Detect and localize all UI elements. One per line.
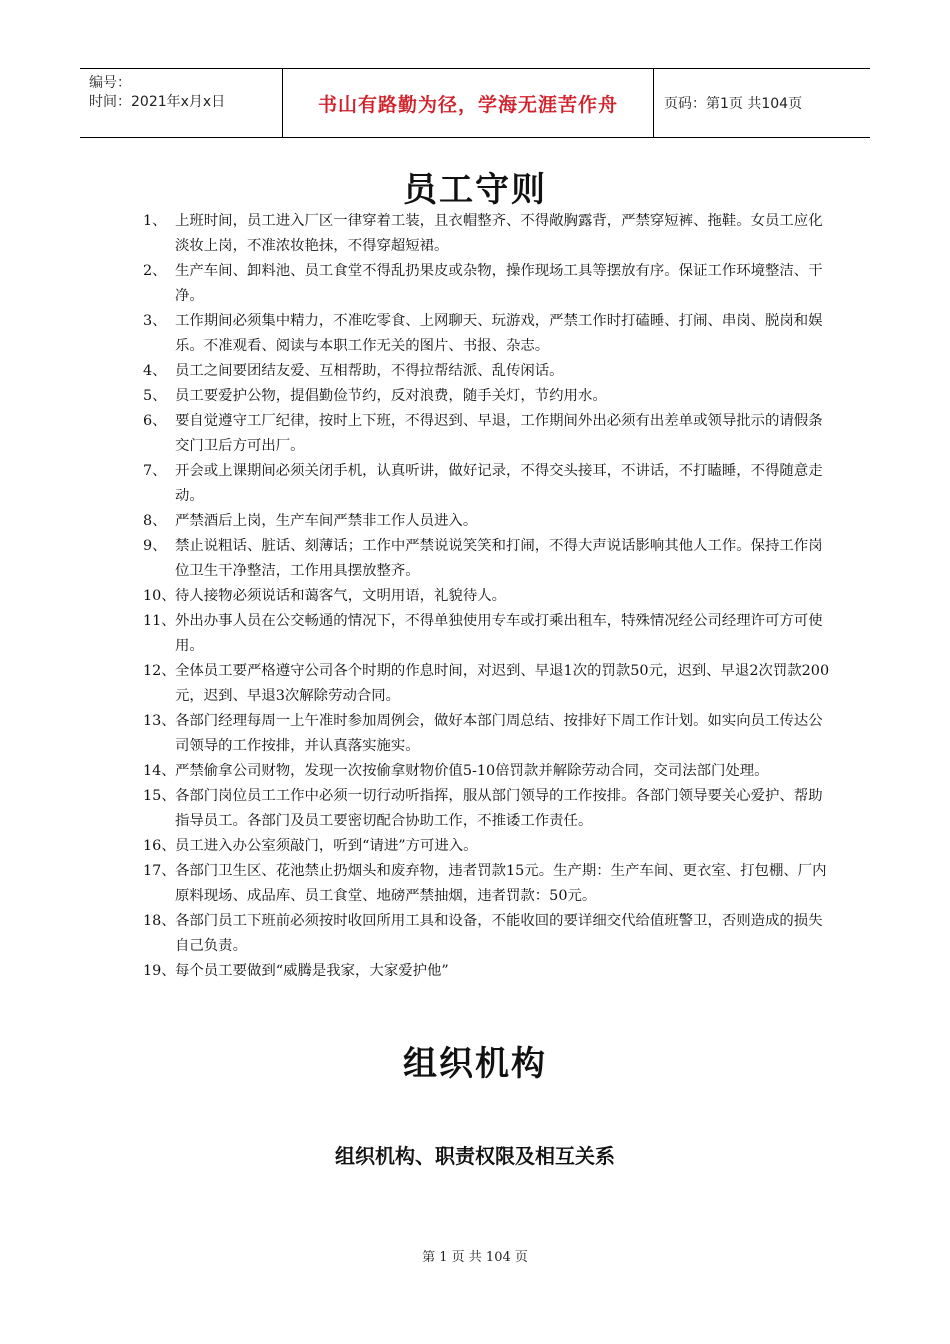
rule-number: 6、 xyxy=(143,413,167,429)
rule-item xyxy=(143,784,833,834)
document-date-label: 时间：2021年x月x日 xyxy=(89,94,226,110)
rule-text: 生产车间、卸料池、员工食堂不得乱扔果皮或杂物，操作现场工具等摆放有序。保证工作环境整洁、干净。 xyxy=(175,263,823,304)
rule-number: 13、 xyxy=(143,713,176,729)
rule-item xyxy=(143,959,833,984)
rule-number: 7、 xyxy=(143,463,167,479)
rule-number: 15、 xyxy=(143,788,176,804)
document-header xyxy=(80,68,870,138)
rule-item xyxy=(143,909,833,959)
rule-number: 9、 xyxy=(143,538,167,554)
rule-number: 2、 xyxy=(143,263,167,279)
rule-text: 员工要爱护公物，提倡勤俭节约，反对浪费，随手关灯，节约用水。 xyxy=(175,388,607,404)
header-page-number: 页码：第1页 共104页 xyxy=(664,96,803,112)
document-number-label: 编号： xyxy=(89,75,131,91)
rule-text: 外出办事人员在公交畅通的情况下，不得单独使用专车或打乘出租车，特殊情况经公司经理许可方可使用。 xyxy=(175,613,823,654)
rule-number: 18、 xyxy=(143,913,176,929)
rule-item xyxy=(143,359,833,384)
rule-text: 员工之间要团结友爱、互相帮助，不得拉帮结派、乱传闲话。 xyxy=(175,363,564,379)
rule-text: 全体员工要严格遵守公司各个时期的作息时间，对迟到、早退1次的罚款50元，迟到、早退2次罚款200元，迟到、早退3次解除劳动合同。 xyxy=(175,663,830,704)
rule-text: 各部门卫生区、花池禁止扔烟头和废弃物，违者罚款15元。生产期：生产车间、更衣室、打包棚、厂内原料现场、成品库、员工食堂、地磅严禁抽烟，违者罚款：50元。 xyxy=(175,863,827,904)
rule-item xyxy=(143,409,833,459)
rule-number: 1、 xyxy=(143,213,167,229)
rule-text: 各部门岗位员工工作中必须一切行动听指挥，服从部门领导的工作按排。各部门领导要关心爱护、帮助指导员工。各部门及员工要密切配合协助工作，不推诿工作责任。 xyxy=(175,788,823,829)
rule-number: 19、 xyxy=(143,963,176,979)
rule-text: 开会或上课期间必须关闭手机，认真听讲，做好记录，不得交头接耳，不讲话，不打瞌睡，不得随意走动。 xyxy=(175,463,823,504)
rule-number: 4、 xyxy=(143,363,167,379)
rule-item xyxy=(143,834,833,859)
rule-item xyxy=(143,259,833,309)
rule-item xyxy=(143,709,833,759)
section-subtitle: 组织机构、职责权限及相互关系 xyxy=(335,1144,615,1168)
rule-text: 上班时间，员工进入厂区一律穿着工装，且衣帽整齐、不得敞胸露背，严禁穿短裤、拖鞋。女员工应化淡妆上岗，不准浓妆艳抹，不得穿超短裙。 xyxy=(175,213,823,254)
header-meta xyxy=(80,69,282,137)
rule-number: 11、 xyxy=(143,613,176,629)
rule-text: 禁止说粗话、脏话、刻薄话；工作中严禁说说笑笑和打闹，不得大声说话影响其他人工作。保持工作岗位卫生干净整洁，工作用具摆放整齐。 xyxy=(175,538,823,579)
section-title: 组织机构 xyxy=(403,1044,547,1084)
header-motto: 书山有路勤为径，学海无涯苦作舟 xyxy=(317,93,618,116)
page-footer: 第 1 页 共 104 页 xyxy=(422,1250,528,1265)
rule-number: 8、 xyxy=(143,513,167,529)
rules-list xyxy=(143,209,833,984)
rule-number: 5、 xyxy=(143,388,167,404)
rule-number: 16、 xyxy=(143,838,176,854)
rule-text: 工作期间必须集中精力，不准吃零食、上网聊天、玩游戏，严禁工作时打磕睡、打闹、串岗、脱岗和娱乐。不准观看、阅读与本职工作无关的图片、书报、杂志。 xyxy=(175,313,823,354)
rule-text: 严禁偷拿公司财物，发现一次按偷拿财物价值5-10倍罚款并解除劳动合同，交司法部门处理。 xyxy=(175,763,769,779)
rule-item xyxy=(143,759,833,784)
rule-number: 10、 xyxy=(143,588,176,604)
rule-item xyxy=(143,584,833,609)
rule-item xyxy=(143,534,833,584)
rule-item xyxy=(143,384,833,409)
rule-number: 12、 xyxy=(143,663,176,679)
rule-number: 17、 xyxy=(143,863,176,879)
rule-item xyxy=(143,459,833,509)
rule-text: 每个员工要做到“威腾是我家，大家爱护他” xyxy=(175,963,449,979)
rule-text: 要自觉遵守工厂纪律，按时上下班，不得迟到、早退，工作期间外出必须有出差单或领导批示的请假条交门卫后方可出厂。 xyxy=(175,413,823,454)
rule-number: 14、 xyxy=(143,763,176,779)
rule-item xyxy=(143,609,833,659)
header-motto-cell xyxy=(283,69,653,137)
rule-text: 各部门员工下班前必须按时收回所用工具和设备，不能收回的要详细交代给值班警卫，否则造成的损失自己负责。 xyxy=(175,913,823,954)
rule-item xyxy=(143,209,833,259)
rule-number: 3、 xyxy=(143,313,167,329)
rule-text: 严禁酒后上岗，生产车间严禁非工作人员进入。 xyxy=(175,513,478,529)
page-title: 员工守则 xyxy=(403,170,547,210)
rule-text: 各部门经理每周一上午准时参加周例会，做好本部门周总结、按排好下周工作计划。如实向员工传达公司领导的工作按排，并认真落实施实。 xyxy=(175,713,823,754)
rule-item xyxy=(143,659,833,709)
rule-text: 员工进入办公室须敲门，听到“请进”方可进入。 xyxy=(175,838,478,854)
header-page-cell xyxy=(654,69,870,137)
rule-item xyxy=(143,509,833,534)
rule-text: 待人接物必须说话和蔼客气，文明用语，礼貌待人。 xyxy=(175,588,506,604)
rule-item xyxy=(143,859,833,909)
rule-item xyxy=(143,309,833,359)
